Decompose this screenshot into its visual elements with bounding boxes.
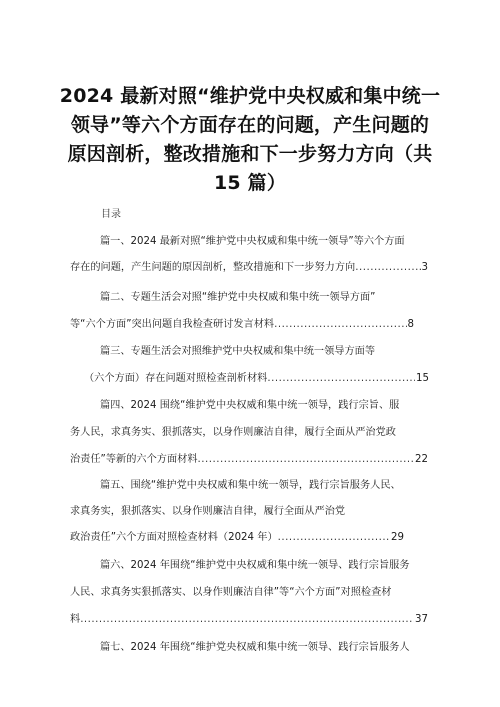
toc-entry-line[interactable] <box>70 612 428 628</box>
toc-entry-line[interactable] <box>70 317 414 333</box>
toc-entry-text: 务人民，求真务实、狠抓落实，以身作则廉洁自律，履行全面从严治党政 <box>70 427 396 438</box>
toc-entry-text: 篇三、专题生活会对照维护党中央权威和集中统一领导方面等 <box>100 346 376 357</box>
toc-entry-line[interactable] <box>70 504 345 520</box>
toc-entry-text: 存在的问题，产生问题的原因剖析，整改措施和下一步努力方向 <box>70 262 356 273</box>
toc-entry-text: 求真务实，狠抓落实、以身作则廉洁自律，履行全面从严治党 <box>70 506 346 517</box>
toc-leader-dots <box>80 612 414 628</box>
toc-entry-line[interactable] <box>100 640 410 656</box>
toc-entry-text: （六个方面）存在问题对照检查剖析材料 <box>84 373 268 384</box>
toc-entry-line[interactable] <box>70 585 391 601</box>
toc-leader-dots <box>267 371 415 387</box>
toc-page-number: 15 <box>416 373 429 384</box>
toc-entry-text: 治责任”等新的六个方面材料 <box>70 454 198 465</box>
toc-entry-text: 政治责任”六个方面对照检查材料（2024 年） <box>70 532 278 543</box>
toc-entry-line[interactable] <box>84 371 429 387</box>
toc-entry-line[interactable] <box>100 558 410 574</box>
toc-heading: 目录 <box>101 209 121 220</box>
toc-entry-line[interactable] <box>70 530 404 546</box>
title-line: 领导”等六个方面存在的问题，产生问题的 <box>70 114 430 136</box>
title-line: 2024 最新对照“维护党中央权威和集中统一 <box>59 85 441 107</box>
toc-entry-text: 篇二、专题生活会对照“维护党中央权威和集中统一领导方面” <box>100 292 376 303</box>
toc-entry-text: 篇一、2024 最新对照“维护党中央权威和集中统一领导”等六个方面 <box>100 236 405 247</box>
toc-leader-dots <box>278 530 390 546</box>
toc-entry-line[interactable] <box>100 234 405 250</box>
toc-page-number: 8 <box>407 319 414 330</box>
toc-leader-dots <box>198 452 415 468</box>
toc-entry-line[interactable] <box>70 452 428 468</box>
toc-entry-line[interactable] <box>70 260 428 276</box>
toc-entry-text: 篇六、2024 年围绕“维护党中央权威和集中统一领导、践行宗旨服务 <box>100 560 410 571</box>
toc-entry-text: 等“六个方面”突出问题自我检查研讨发言材料 <box>70 319 275 330</box>
toc-page-number: 22 <box>415 454 428 465</box>
toc-page-number: 37 <box>415 614 428 625</box>
toc-entry-text: 料 <box>70 614 81 625</box>
toc-page-number: 3 <box>421 262 428 273</box>
toc-entry-text: 人民、求真务实狠抓落实、以身作则廉洁自律”等“六个方面”对照检查材 <box>70 587 392 598</box>
toc-page-number: 29 <box>391 532 404 543</box>
toc-entry-text: 篇四、2024 围绕“维护党中央权威和集中统一领导，践行宗旨、服 <box>100 400 400 411</box>
document-title <box>58 82 442 198</box>
title-line: 15 篇） <box>213 172 287 194</box>
toc-entry-line[interactable] <box>100 344 375 360</box>
toc-entry-line[interactable] <box>100 398 399 414</box>
toc-entry-line[interactable] <box>70 425 396 441</box>
toc-entry-text: 篇七、2024 年围绕“维护党央权威和集中统一领导、践行宗旨服务人 <box>100 642 410 653</box>
toc-entry-line[interactable] <box>100 478 401 494</box>
toc-entry-line[interactable] <box>100 290 375 306</box>
title-line: 原因剖析，整改措施和下一步努力方向（共 <box>67 143 433 165</box>
toc-entry-text: 篇五、围绕“维护党中央权威和集中统一领导，践行宗旨服务人民、 <box>100 480 401 491</box>
toc-leader-dots <box>274 317 406 333</box>
toc-leader-dots <box>355 260 420 276</box>
